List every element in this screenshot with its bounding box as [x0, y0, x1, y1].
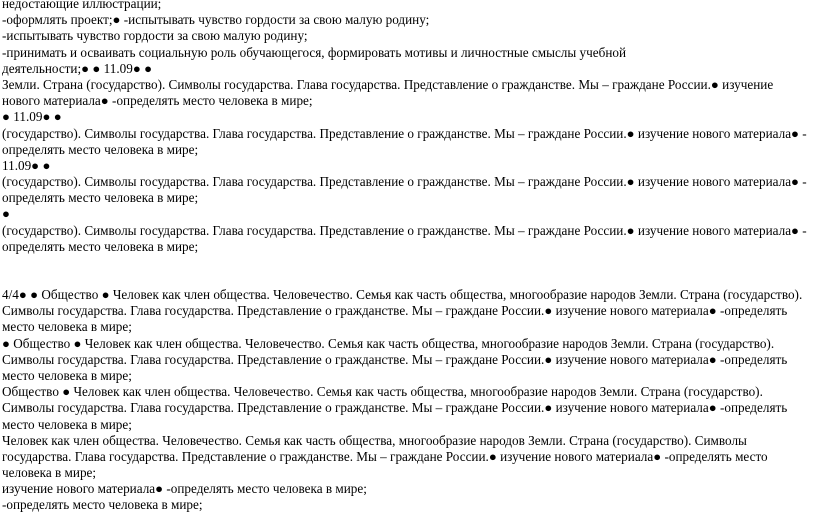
text-line: -оформлять проект;● -испытывать чувство гордости за свою малую родину;	[2, 12, 430, 28]
text-line: человека в мире;	[2, 465, 97, 481]
text-line: нового материала● -определять место человека в мире;	[2, 93, 313, 109]
text-line: определять место человека в мире;	[2, 141, 199, 157]
text-line: государства. Глава государства. Представление о гражданстве. Мы – граждане России.● изучение нового материала● -определять место	[2, 448, 768, 464]
text-line: 4/4● ● Общество ● Человек как член общества. Человечество. Семья как часть общества, многообразие народов Земли. Страна (государство).	[2, 287, 803, 302]
text-line: место человека в мире;	[2, 319, 132, 335]
text-line: Общество ● Человек как член общества. Человечество. Семья как часть общества, многообразие народов Земли. Страна (государство).	[2, 384, 763, 400]
text-line: определять место человека в мире;	[2, 238, 199, 254]
paragraph-gap	[2, 271, 814, 287]
text-block-bottom	[2, 287, 814, 514]
text-line: недостающие иллюстрации;	[2, 0, 162, 11]
text-line: определять место человека в мире;	[2, 190, 199, 206]
text-block-top	[2, 0, 814, 255]
text-line: -принимать и осваивать социальную роль обучающегося, формировать мотивы и личностные смыслы учебной	[2, 44, 627, 60]
text-line: ● Общество ● Человек как член общества. Человечество. Семья как часть общества, многообразие народов Земли. Страна (государство).	[2, 335, 775, 351]
text-line: Символы государства. Глава государства. Представление о гражданстве. Мы – граждане России.● изучение нового материала● -определять	[2, 400, 788, 416]
text-line: ●	[2, 206, 10, 222]
text-line: место человека в мире;	[2, 416, 132, 432]
paragraph-gap	[2, 255, 814, 271]
text-line: Человек как член общества. Человечество. Семья как часть общества, многообразие народов Земли. Страна (государство). Символы	[2, 432, 747, 448]
text-line: (государство). Символы государства. Глава государства. Представление о гражданстве. Мы – граждане России.● изучение нового материала● -	[2, 222, 807, 238]
text-line: Символы государства. Глава государства. Представление о гражданстве. Мы – граждане России.● изучение нового материала● -определять	[2, 351, 788, 367]
text-line: Земли. Страна (государство). Символы государства. Глава государства. Представление о гражданстве. Мы – граждане России.● изучение	[2, 76, 774, 92]
text-line: -определять место человека в мире;	[2, 497, 203, 513]
text-line: ● 11.09● ●	[2, 109, 62, 125]
text-line: изучение нового материала● -определять место человека в мире;	[2, 481, 367, 497]
text-line: -испытывать чувство гордости за свою малую родину;	[2, 28, 308, 44]
text-line: Символы государства. Глава государства. Представление о гражданстве. Мы – граждане России.● изучение нового материала● -определять	[2, 303, 788, 319]
text-line: деятельности;● ● 11.09● ●	[2, 60, 153, 76]
text-line: (государство). Символы государства. Глава государства. Представление о гражданстве. Мы – граждане России.● изучение нового материала● -	[2, 125, 807, 141]
text-line: место человека в мире;	[2, 367, 132, 383]
text-line: 11.09● ●	[2, 157, 51, 173]
text-line: (государство). Символы государства. Глава государства. Представление о гражданстве. Мы – граждане России.● изучение нового материала● -	[2, 174, 807, 190]
